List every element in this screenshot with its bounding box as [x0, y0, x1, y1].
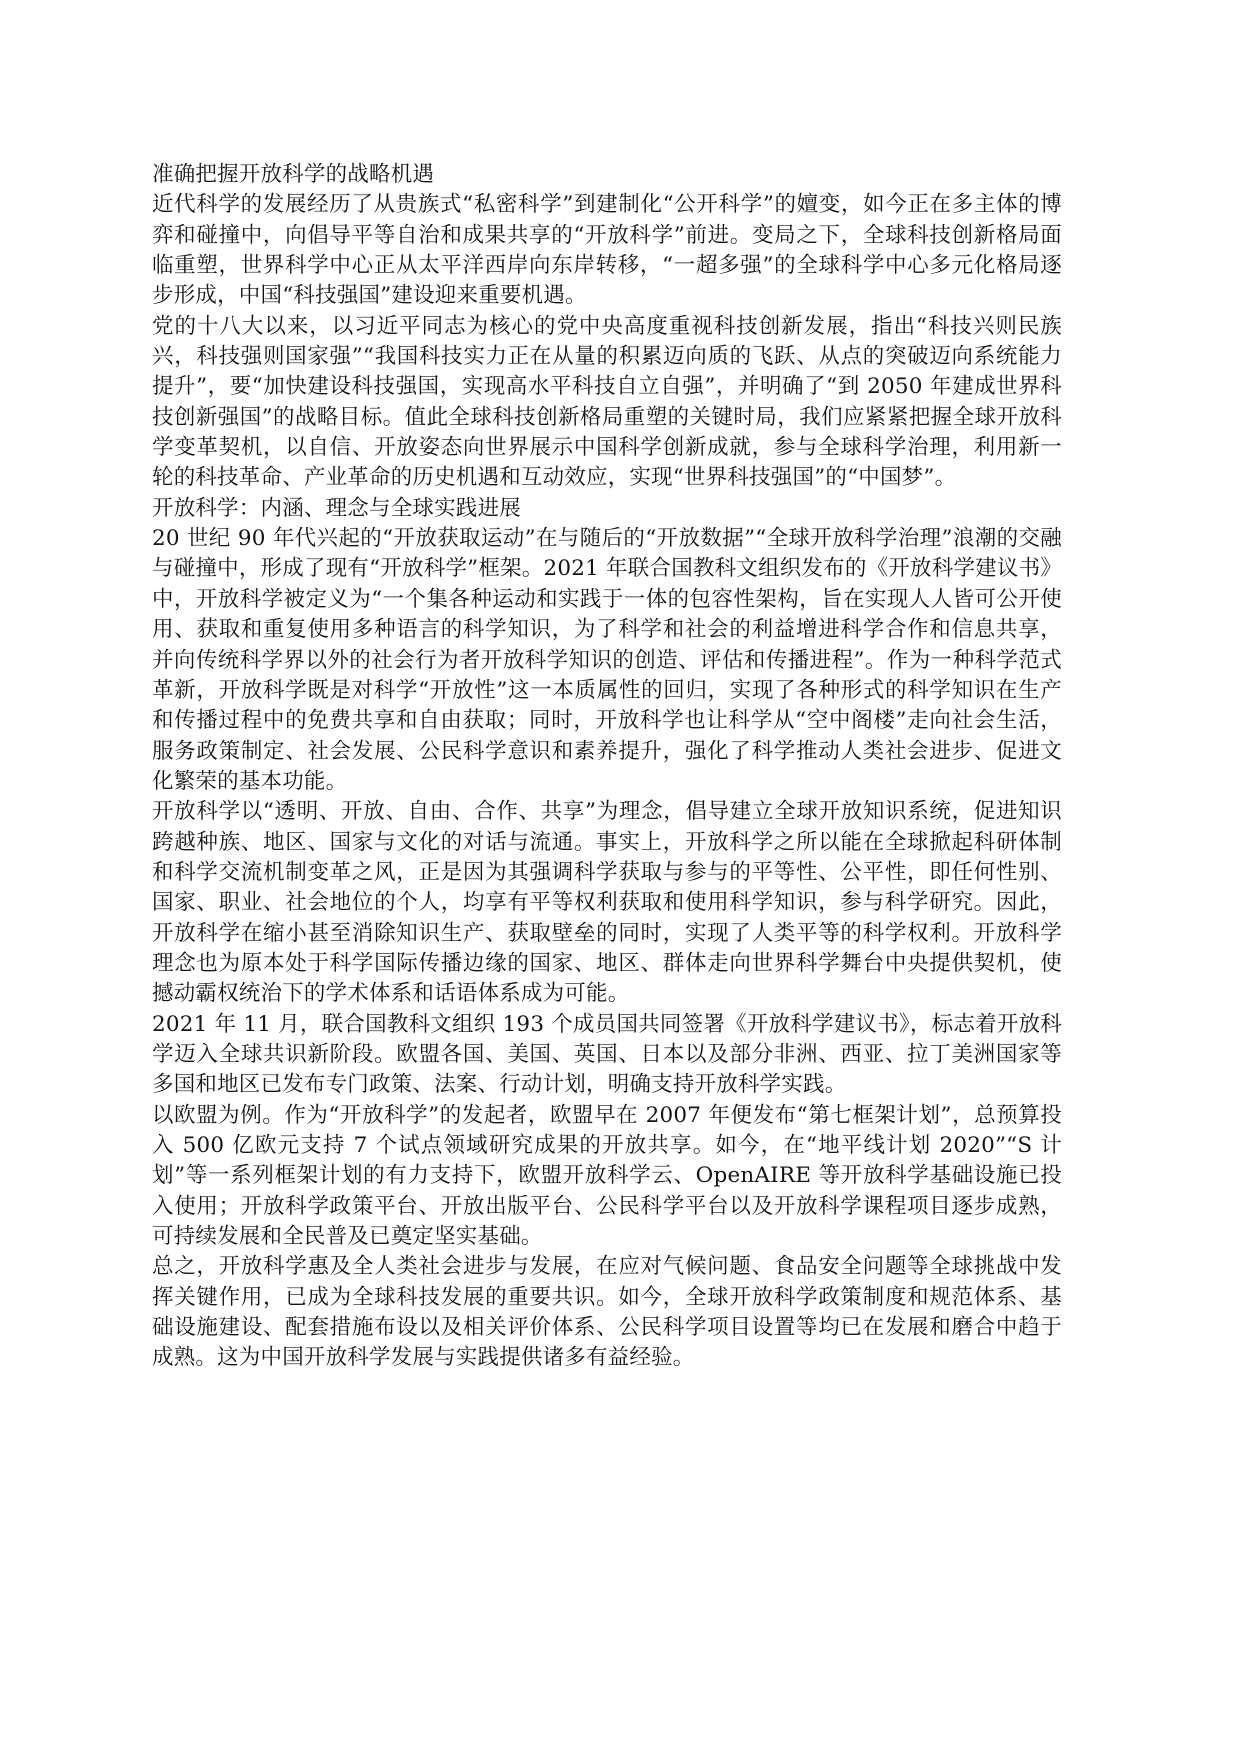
paragraph-2: 党的十八大以来，以习近平同志为核心的党中央高度重视科技创新发展，指出“科技兴则民族兴，科技强则国家强”“我国科技实力正在从量的积累迈向质的飞跃、从点的突破迈向系统能力提升”，要“加快建设科技强国，实现高水平科技自立自强”，并明确了“到 2050 年建成世界科技创新强国”的战略目标。值此全球科技创新格局重塑的关键时局，我们应紧紧把握全球开放科学变革契机，以自信、开放姿态向世界展示中国科学创新成就，参与全球科学治理，利用新一轮的科技革命、产业革命的历史机遇和互动效应，实现“世界科技强国”的“中国梦”。	[152, 313, 1062, 491]
article-body	[152, 160, 1062, 1374]
paragraph-6: 以欧盟为例。作为“开放科学”的发起者，欧盟早在 2007 年便发布“第七框架计划”，总预算投入 500 亿欧元支持 7 个试点领域研究成果的开放共享。如今，在“地平线计划 2020”“S 计划”等一系列框架计划的有力支持下，欧盟开放科学云、OpenAIRE 等开放科学基础设施已投入使用；开放科学政策平台、开放出版平台、公民科学平台以及开放科学课程项目逐步成熟，可持续发展和全民普及已奠定坚实基础。	[152, 1102, 1062, 1250]
paragraph-1: 近代科学的发展经历了从贵族式“私密科学”到建制化“公开科学”的嬗变，如今正在多主体的博弈和碰撞中，向倡导平等自治和成果共享的“开放科学”前进。变局之下，全球科技创新格局面临重塑，世界科学中心正从太平洋西岸向东岸转移，“一超多强”的全球科学中心多元化格局逐步形成，中国“科技强国”建设迎来重要机遇。	[152, 192, 1062, 309]
paragraph-7: 总之，开放科学惠及全人类社会进步与发展，在应对气候问题、食品安全问题等全球挑战中发挥关键作用，已成为全球科技发展的重要共识。如今，全球开放科学政策制度和规范体系、基础设施建设、配套措施布设以及相关评价体系、公民科学项目设置等均已在发展和磨合中趋于成熟。这为中国开放科学发展与实践提供诸多有益经验。	[152, 1254, 1062, 1371]
paragraph-3: 20 世纪 90 年代兴起的“开放获取运动”在与随后的“开放数据”“全球开放科学治理”浪潮的交融与碰撞中，形成了现有“开放科学”框架。2021 年联合国教科文组织发布的《开放科学建议书》中，开放科学被定义为“一个集各种运动和实践于一体的包容性架构，旨在实现人人皆可公开使用、获取和重复使用多种语言的科学知识，为了科学和社会的利益增进科学合作和信息共享，并向传统科学界以外的社会行为者开放科学知识的创造、评估和传播进程”。作为一种科学范式革新，开放科学既是对科学“开放性”这一本质属性的回归，实现了各种形式的科学知识在生产和传播过程中的免费共享和自由获取；同时，开放科学也让科学从“空中阁楼”走向社会生活，服务政策制定、社会发展、公民科学意识和素养提升，强化了科学推动人类社会进步、促进文化繁荣的基本功能。	[152, 526, 1062, 794]
section-heading: 开放科学：内涵、理念与全球实践进展	[152, 495, 521, 521]
article-title: 准确把握开放科学的战略机遇	[152, 162, 435, 187]
paragraph-4: 开放科学以“透明、开放、自由、合作、共享”为理念，倡导建立全球开放知识系统，促进知识跨越种族、地区、国家与文化的对话与流通。事实上，开放科学之所以能在全球掀起科研体制和科学交流机制变革之风，正是因为其强调科学获取与参与的平等性、公平性，即任何性别、国家、职业、社会地位的个人，均享有平等权利获取和使用科学知识，参与科学研究。因此，开放科学在缩小甚至消除知识生产、获取壁垒的同时，实现了人类平等的科学权利。开放科学理念也为原本处于科学国际传播边缘的国家、地区、群体走向世界科学舞台中央提供契机，使撼动霸权统治下的学术体系和话语体系成为可能。	[152, 799, 1062, 1007]
paragraph-5: 2021 年 11 月，联合国教科文组织 193 个成员国共同签署《开放科学建议书》，标志着开放科学迈入全球共识新阶段。欧盟各国、美国、英国、日本以及部分非洲、西亚、拉丁美洲国家等多国和地区已发布专门政策、法案、行动计划，明确支持开放科学实践。	[152, 1011, 1062, 1098]
